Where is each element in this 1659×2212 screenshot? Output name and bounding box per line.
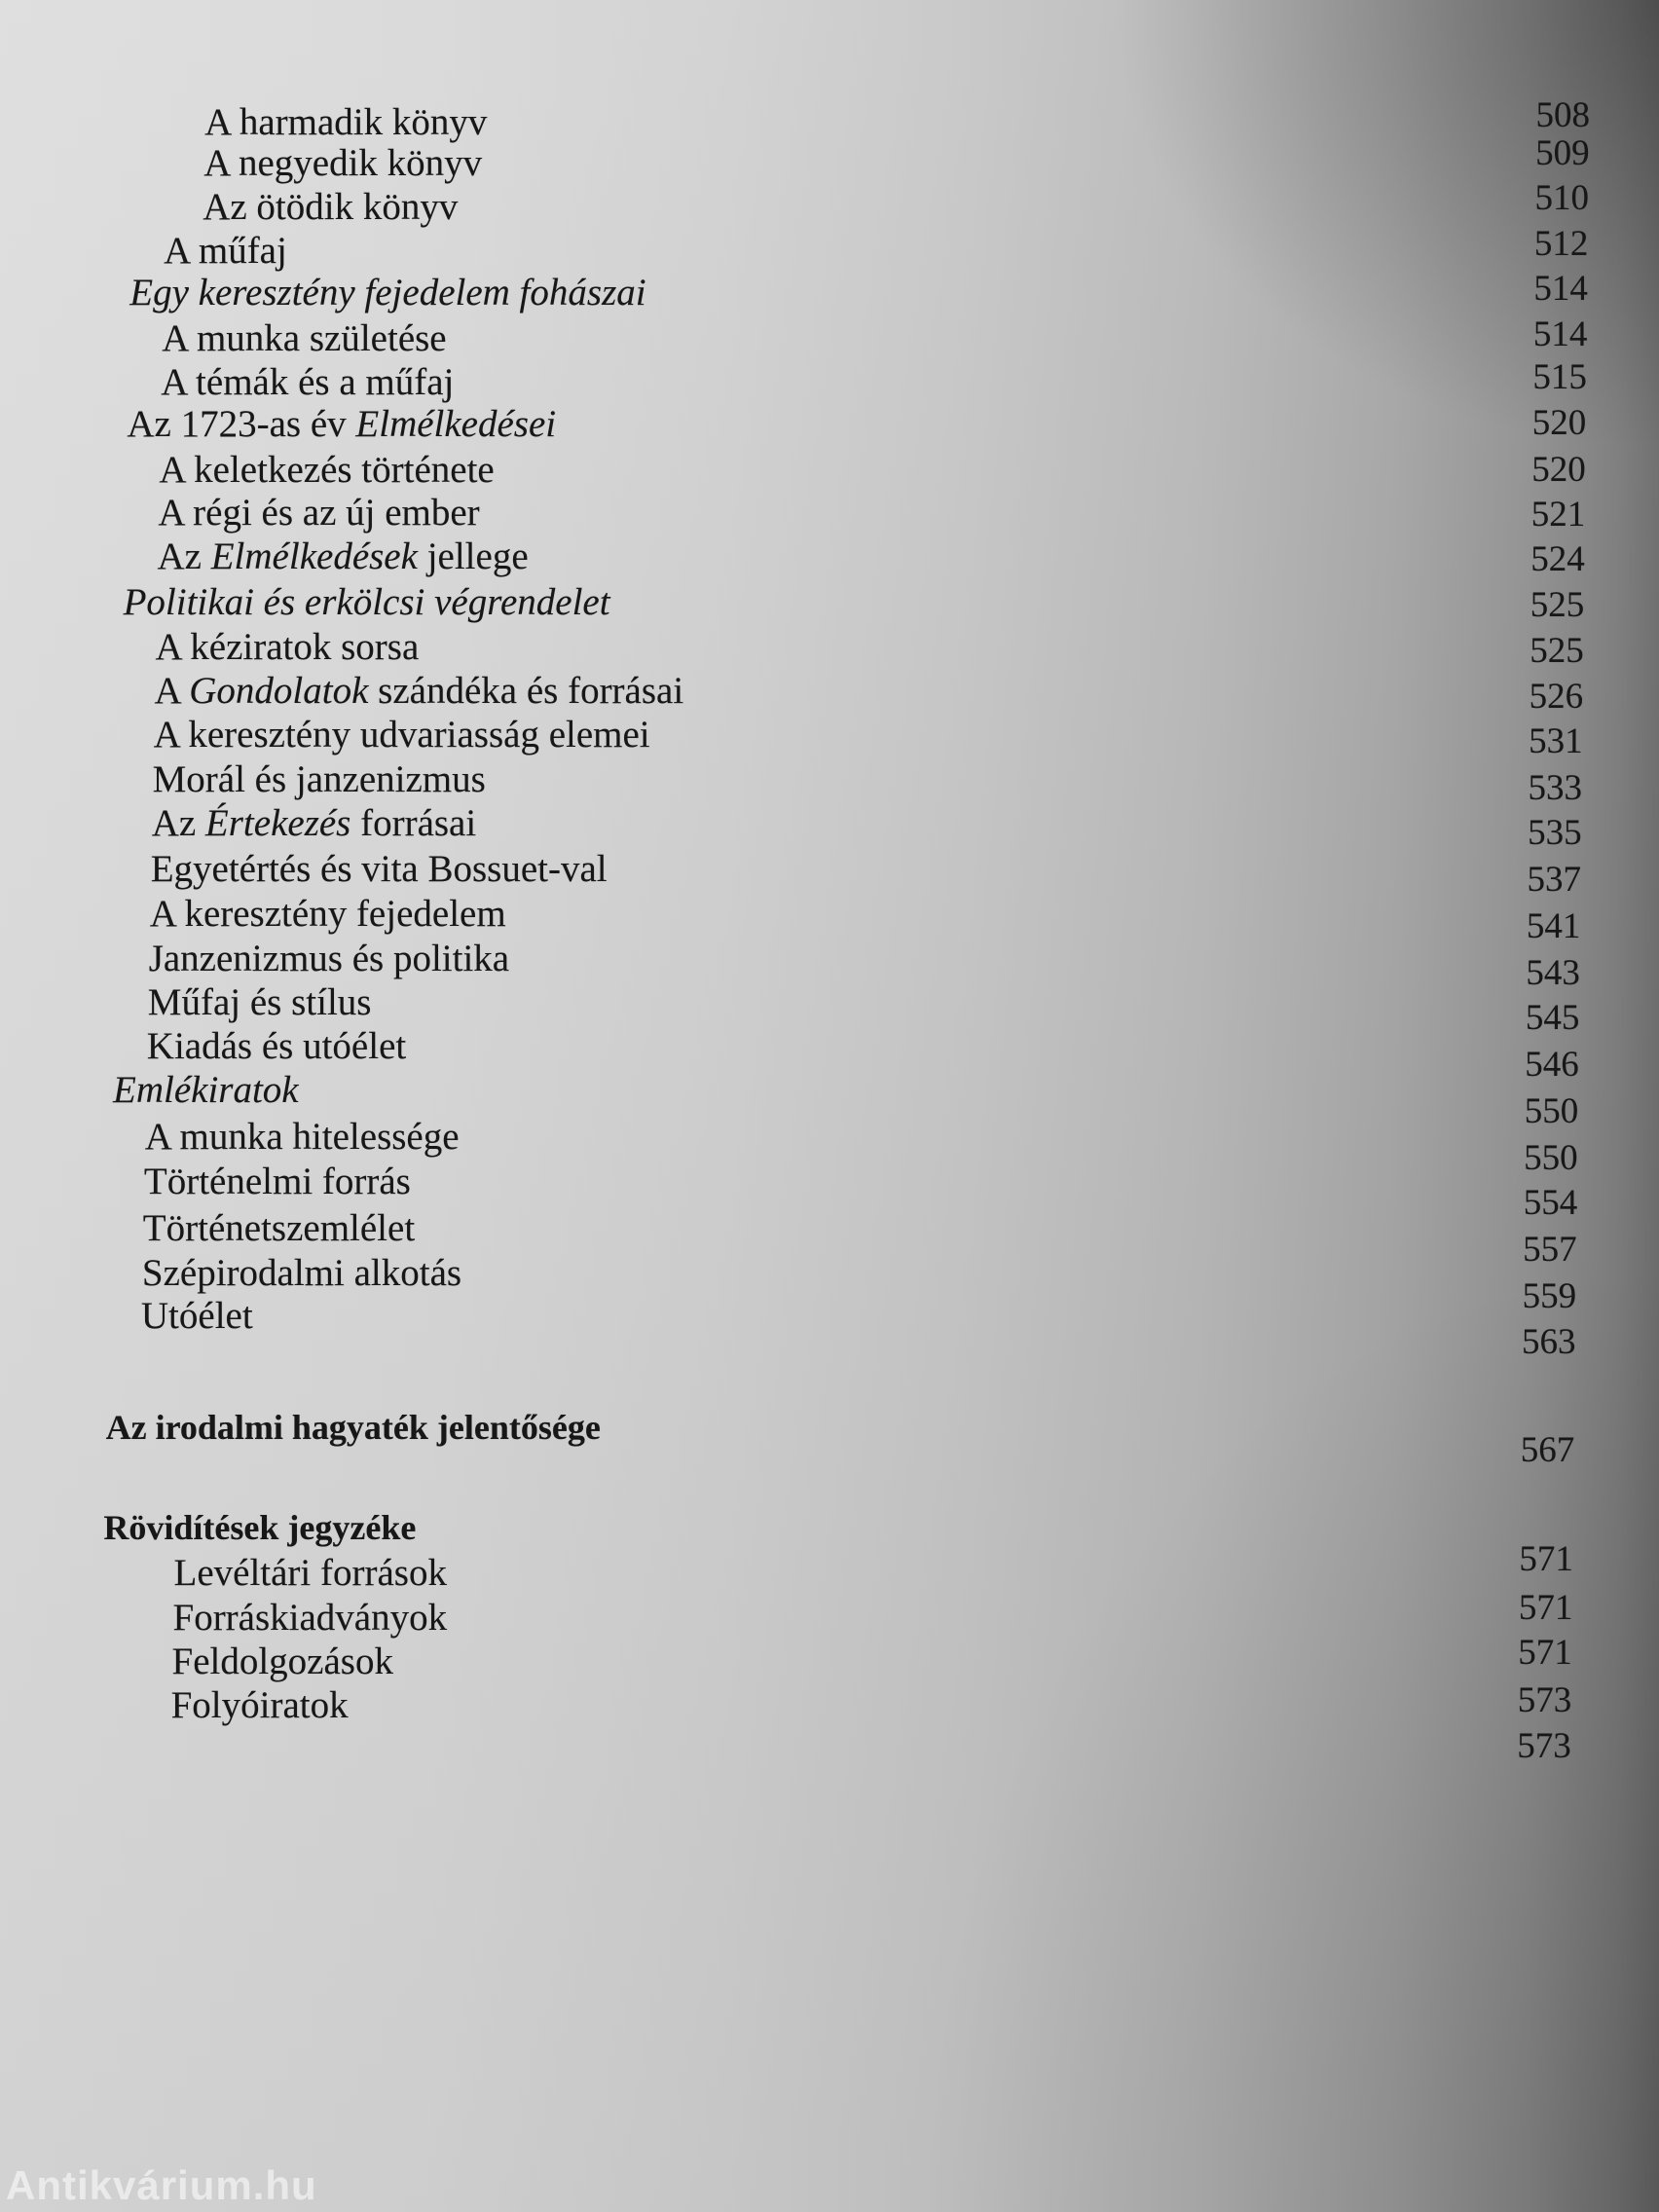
toc-entry (147, 981, 1580, 1039)
toc-entry-title (150, 893, 506, 936)
toc-entry (158, 492, 1585, 535)
toc-page-number: 573 (1517, 1680, 1572, 1721)
toc-page-number: 524 (1530, 539, 1585, 580)
toc-entry (161, 357, 1587, 404)
toc-entry-title-text: Az 1723-as év (127, 403, 356, 446)
toc-entry (162, 313, 1588, 360)
toc-page-number: 514 (1533, 269, 1588, 310)
toc-page-number: 559 (1522, 1275, 1577, 1316)
toc-entry-title (141, 1295, 253, 1338)
toc-entry (140, 1294, 1576, 1363)
toc-entry-title (172, 1641, 393, 1683)
toc-entry (170, 1683, 1571, 1766)
toc-entry-title (164, 230, 287, 273)
toc-entry-title (106, 1406, 601, 1449)
toc-entry-title-text: Utóélet (140, 1294, 253, 1337)
toc-entry-title (153, 758, 486, 801)
toc-entry-title-text: Történetszemlélet (142, 1207, 416, 1250)
toc-page-number: 521 (1530, 494, 1586, 535)
toc-entry-title (145, 1116, 460, 1159)
toc-entry-title (113, 1069, 299, 1112)
toc-entry (149, 892, 1581, 946)
toc-page-number: 520 (1531, 402, 1587, 443)
toc-entry-title-text: A keresztény udvariasság elemei (153, 713, 650, 756)
toc-page-number: 533 (1528, 767, 1582, 808)
toc-entry-title-text: szándéka és forrásai (368, 670, 684, 712)
toc-entry-title-italic-text: Értekezés (204, 802, 351, 845)
toc-page-number: 571 (1518, 1633, 1572, 1674)
toc-entry-title (162, 317, 446, 360)
toc-entry (148, 938, 1580, 993)
toc-entry-title-text: A munka hitelessége (144, 1115, 460, 1158)
toc-entry (146, 1025, 1579, 1085)
toc-entry-title-text: A negyedik könyv (203, 142, 483, 185)
toc-page-number: 545 (1525, 998, 1580, 1039)
toc-entry (159, 449, 1585, 492)
toc-entry-title-text: Egyetértés és vita Bossuet-val (150, 847, 608, 890)
toc-entry-title-italic-text: Gondolatok (189, 670, 369, 712)
toc-entry-title-text: Rövidítések jegyzéke (103, 1508, 417, 1548)
toc-page-number: 514 (1532, 313, 1588, 354)
toc-page-number: 573 (1517, 1725, 1571, 1766)
toc-entry (152, 758, 1582, 808)
toc-entry-title-text: A harmadik könyv (204, 101, 488, 144)
toc-entry (158, 535, 1585, 578)
toc-entry-title (151, 848, 608, 891)
toc-entry-title-italic-text: Elmélkedések (210, 535, 418, 578)
watermark: Antikvárium.hu (6, 2162, 317, 2208)
toc-entry-title-text: Forráskiadványok (172, 1597, 448, 1639)
toc-entry (151, 802, 1582, 854)
toc-page-number: 571 (1519, 1539, 1573, 1580)
toc-entry-title-text: A munka születése (162, 316, 447, 359)
toc-entry-title (144, 1161, 411, 1203)
toc-entry-title (124, 581, 610, 624)
toc-entry-title-text: A régi és az új ember (158, 492, 480, 535)
toc-entry-title (154, 714, 650, 756)
toc-entry-title-text: Feldolgozások (171, 1640, 393, 1682)
toc-entry-title (161, 361, 454, 404)
toc-entry (105, 1406, 1575, 1470)
toc-page-number: 531 (1529, 721, 1583, 762)
toc-entry-title-italic-text: Emlékiratok (113, 1069, 299, 1112)
toc-entry-title-text: A témák és a műfaj (161, 360, 455, 403)
toc-entry-title-text: A kéziratok sorsa (155, 626, 420, 669)
toc-entry-title (159, 449, 494, 492)
toc-page-number: 550 (1524, 1137, 1578, 1178)
toc-entry-title (173, 1597, 448, 1640)
toc-entry-title (143, 1207, 415, 1250)
toc-page-number: 520 (1531, 449, 1586, 490)
toc-page-number: 512 (1533, 223, 1589, 264)
toc-entry-title-italic-text: Politikai és erkölcsi végrendelet (123, 580, 610, 623)
toc-entry (164, 223, 1589, 273)
toc-entry-title-text: jellege (417, 535, 529, 578)
toc-entry (127, 403, 1586, 446)
toc-page-number: 537 (1527, 860, 1581, 901)
toc-entry-title (147, 1025, 406, 1068)
toc-page-number: 525 (1530, 631, 1584, 672)
toc-entry-title (148, 981, 372, 1024)
toc-page-number: 563 (1521, 1322, 1576, 1363)
toc-page-number: 541 (1526, 905, 1581, 946)
toc-entry-title (158, 492, 479, 535)
toc-entry-title-text: Morál és janzenizmus (152, 758, 486, 801)
toc-entry-title-text: A műfaj (164, 229, 287, 272)
toc-entry-title-text: Levéltári források (173, 1551, 447, 1594)
toc-entry (124, 581, 1585, 624)
toc-page-number: 567 (1520, 1429, 1575, 1470)
toc-entry (203, 178, 1589, 229)
toc-entry-title (174, 1552, 447, 1595)
toc-entry (204, 94, 1590, 144)
toc-entry-title (103, 1506, 416, 1549)
toc-entry (143, 1161, 1578, 1223)
toc-entry-title-italic-text: Elmélkedései (355, 403, 557, 446)
toc-entry-title-text: A keletkezés története (159, 448, 495, 491)
toc-entry-title-text: Kiadás és utóélet (146, 1025, 407, 1068)
toc-entry-title (156, 626, 420, 669)
toc-entry-title (152, 802, 477, 845)
toc-entry-title (127, 403, 556, 446)
toc-page-number: 509 (1535, 133, 1590, 173)
toc-page-number: 525 (1530, 584, 1585, 625)
toc-entry-title-text: Janzenizmus és politika (148, 938, 510, 980)
toc-entry-title-text: Folyóiratok (170, 1683, 349, 1726)
toc-page-number: 526 (1529, 676, 1584, 717)
toc-entry (150, 847, 1581, 901)
toc-page-number: 571 (1518, 1587, 1573, 1628)
toc-page-number: 535 (1528, 813, 1582, 854)
toc-entry-title (204, 101, 487, 144)
toc-entry (153, 713, 1583, 762)
toc-entry (203, 133, 1590, 185)
toc-page-number: 508 (1535, 94, 1590, 135)
toc-page-number: 515 (1532, 357, 1587, 398)
toc-entry-title (203, 186, 458, 229)
toc-entry-title-text: forrásai (350, 802, 477, 845)
toc-entry (155, 626, 1584, 672)
toc-entry-title (158, 535, 529, 578)
toc-page-number: 543 (1526, 952, 1580, 993)
toc-entry (113, 1069, 1579, 1131)
toc-entry-title-text: Történelmi forrás (143, 1161, 411, 1203)
toc-entry-title (171, 1684, 349, 1727)
toc-entry-title-italic-text: Egy keresztény fejedelem fohászai (129, 272, 646, 314)
toc-page-number: 557 (1523, 1229, 1577, 1270)
toc-entry-title (142, 1252, 461, 1295)
toc-entry-title-text: Az (151, 802, 205, 845)
toc-entry-title-text: A (154, 670, 190, 712)
toc-entry (154, 670, 1584, 717)
toc-entry-title-text: Az irodalmi hagyaték jelentősége (105, 1408, 601, 1448)
toc-page-number: 546 (1525, 1044, 1579, 1085)
toc-entry-title (155, 670, 684, 713)
toc-entry-title-text: Műfaj és stílus (147, 981, 372, 1024)
toc-page-number: 550 (1524, 1090, 1579, 1131)
toc-entry (129, 269, 1588, 314)
toc-entry-title-text: Az ötödik könyv (203, 186, 459, 228)
toc-page-number: 554 (1523, 1182, 1578, 1223)
toc-entry-title (203, 142, 482, 185)
toc-entry-title (129, 272, 645, 314)
toc-entry-title-text: Az (157, 535, 211, 578)
toc-entry-title (149, 938, 509, 980)
toc-entry (144, 1115, 1578, 1178)
toc-page-number: 510 (1534, 178, 1589, 219)
toc-entry-title-text: A keresztény fejedelem (149, 892, 506, 935)
toc-entry (142, 1207, 1577, 1270)
toc-entry-title-text: Szépirodalmi alkotás (141, 1252, 462, 1295)
